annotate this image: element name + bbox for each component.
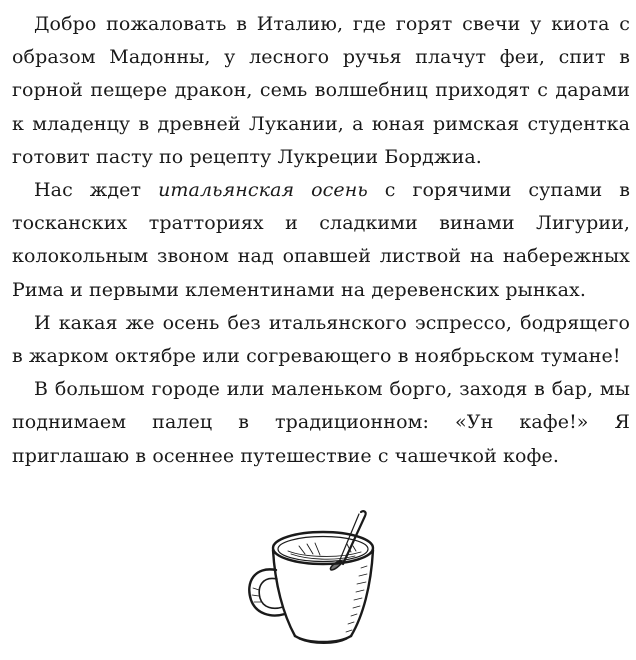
paragraph-italian-autumn-start: Нас ждет	[34, 179, 159, 202]
paragraph-invitation: В большом городе или маленьком борго, заходя в бар, мы поднимаем палец в традиционном: «Ун кафе!» Я приглашаю в осеннее путешествие с чашечкой кофе.	[12, 378, 630, 467]
coffee-cup-with-spoon-icon	[243, 504, 393, 654]
paragraph-italy-intro: Добро пожаловать в Италию, где горят свечи у киота с образом Мадонны, у лесного ручья плачут феи, спит в горной пещере дракон, семь волшебниц приходят с дарами к младенцу в древней Лукании, а юная римская студентка готовит пасту по рецепту Лукреции Борджиа.	[12, 13, 630, 168]
book-page	[12, 8, 630, 473]
italic-phrase: итальянская осень	[158, 179, 368, 202]
paragraph-italian-autumn	[12, 174, 630, 307]
paragraph-italian-autumn-end: с горячими супами в тосканских тратториях и сладкими винами Лигурии, колокольным звоном над опавшей листвой на набережных Рима и первыми клементинами на деревенских рынках.	[12, 179, 630, 301]
paragraph-espresso: И какая же осень без итальянского эспрессо, бодрящего в жарком октябре или согревающего в ноябрьском тумане!	[12, 311, 630, 368]
